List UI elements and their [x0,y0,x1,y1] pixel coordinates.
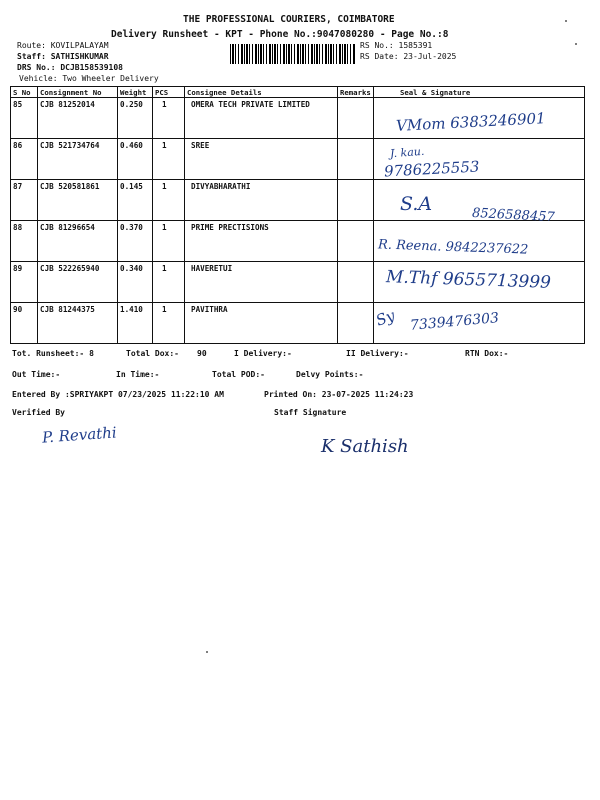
handwritten-signature: S.A [400,193,433,215]
total-dox-value: 90 [197,349,207,358]
rs-number: RS No.: 1585391 [360,41,433,50]
entered-by: Entered By :SPRIYAKPT 07/23/2025 11:22:10 AM [12,390,224,399]
rs-date: RS Date: 23-Jul-2025 [360,52,457,61]
cell-sno: 85 [11,98,38,139]
handwritten-signature: 8526588457 [471,205,556,226]
total-pod: Total POD:- [212,370,265,379]
barcode [230,44,356,64]
cell-pcs: 1 [153,303,185,344]
total-runsheet: Tot. Runsheet:- 8 [12,349,94,358]
header-seal: Seal & Signature [374,87,585,98]
header-weight: Weight [118,87,153,98]
cell-remarks [338,180,374,221]
rtn-dox: RTN Dox:- [465,349,509,358]
header-consignee: Consignee Details [185,87,338,98]
table-header-row [11,87,585,98]
cell-pcs: 1 [153,262,185,303]
cell-pcs: 1 [153,98,185,139]
cell-remarks [338,303,374,344]
cell-sno: 87 [11,180,38,221]
cell-consignment: CJB 81244375 [38,303,118,344]
handwritten-signature: Sy [373,306,398,330]
header-consignment: Consignment No [38,87,118,98]
cell-remarks [338,262,374,303]
scan-speck [565,20,567,22]
cell-consignee: OMERA TECH PRIVATE LIMITED [185,98,338,139]
cell-consignment: CJB 81252014 [38,98,118,139]
cell-weight: 0.145 [118,180,153,221]
out-time: Out Time:- [12,370,61,379]
route-label: Route: KOVILPALAYAM [17,41,109,50]
i-delivery: I Delivery:- [234,349,292,358]
handwritten-signature: VMom 6383246901 [395,109,547,135]
table-row [11,139,585,180]
staff-signature-label: Staff Signature [274,408,347,417]
handwritten-signature: J. kau. [389,144,425,161]
cell-weight: 0.340 [118,262,153,303]
cell-consignment: CJB 520581861 [38,180,118,221]
cell-consignee: PAVITHRA [185,303,338,344]
runsheet-subtitle: Delivery Runsheet - KPT - Phone No.:9047080280 - Page No.:8 [111,29,449,40]
cell-weight: 0.370 [118,221,153,262]
cell-sno: 88 [11,221,38,262]
scan-speck [206,651,208,653]
cell-consignment: CJB 522265940 [38,262,118,303]
cell-sno: 86 [11,139,38,180]
header-remarks: Remarks [338,87,374,98]
handwritten-signature: 9786225553 [383,157,480,181]
drs-number: DRS No.: DCJB158539108 [17,63,123,72]
staff-label: Staff: SATHISHKUMAR [17,52,109,61]
scan-speck [575,43,577,45]
cell-consignee: SREE [185,139,338,180]
verified-signature: P. Revathi [41,423,118,447]
cell-consignee: DIVYABHARATHI [185,180,338,221]
cell-sno: 89 [11,262,38,303]
cell-pcs: 1 [153,139,185,180]
handwritten-signature: 7339476303 [409,310,500,334]
printed-on: Printed On: 23-07-2025 11:24:23 [264,390,414,399]
cell-remarks [338,98,374,139]
handwritten-signature: R. Reena. 9842237622 [377,237,529,258]
delvy-points: Delvy Points:- [296,370,364,379]
cell-consignment: CJB 81296654 [38,221,118,262]
cell-consignment: CJB 521734764 [38,139,118,180]
header-pcs: PCS [153,87,185,98]
cell-consignee: PRIME PRECTISIONS [185,221,338,262]
total-dox-label: Total Dox:- [126,349,179,358]
cell-remarks [338,221,374,262]
cell-consignee: HAVERETUI [185,262,338,303]
cell-pcs: 1 [153,180,185,221]
in-time: In Time:- [116,370,160,379]
handwritten-signature: M.Thf 9655713999 [385,267,552,293]
cell-weight: 0.250 [118,98,153,139]
cell-weight: 0.460 [118,139,153,180]
header-sno: S No [11,87,38,98]
staff-handwritten-signature: K Sathish [321,436,409,457]
ii-delivery: II Delivery:- [346,349,409,358]
verified-by-label: Verified By [12,408,65,417]
cell-weight: 1.410 [118,303,153,344]
cell-pcs: 1 [153,221,185,262]
cell-sno: 90 [11,303,38,344]
company-title: THE PROFESSIONAL COURIERS, COIMBATORE [183,14,395,25]
vehicle-label: Vehicle: Two Wheeler Delivery [19,74,159,83]
cell-remarks [338,139,374,180]
